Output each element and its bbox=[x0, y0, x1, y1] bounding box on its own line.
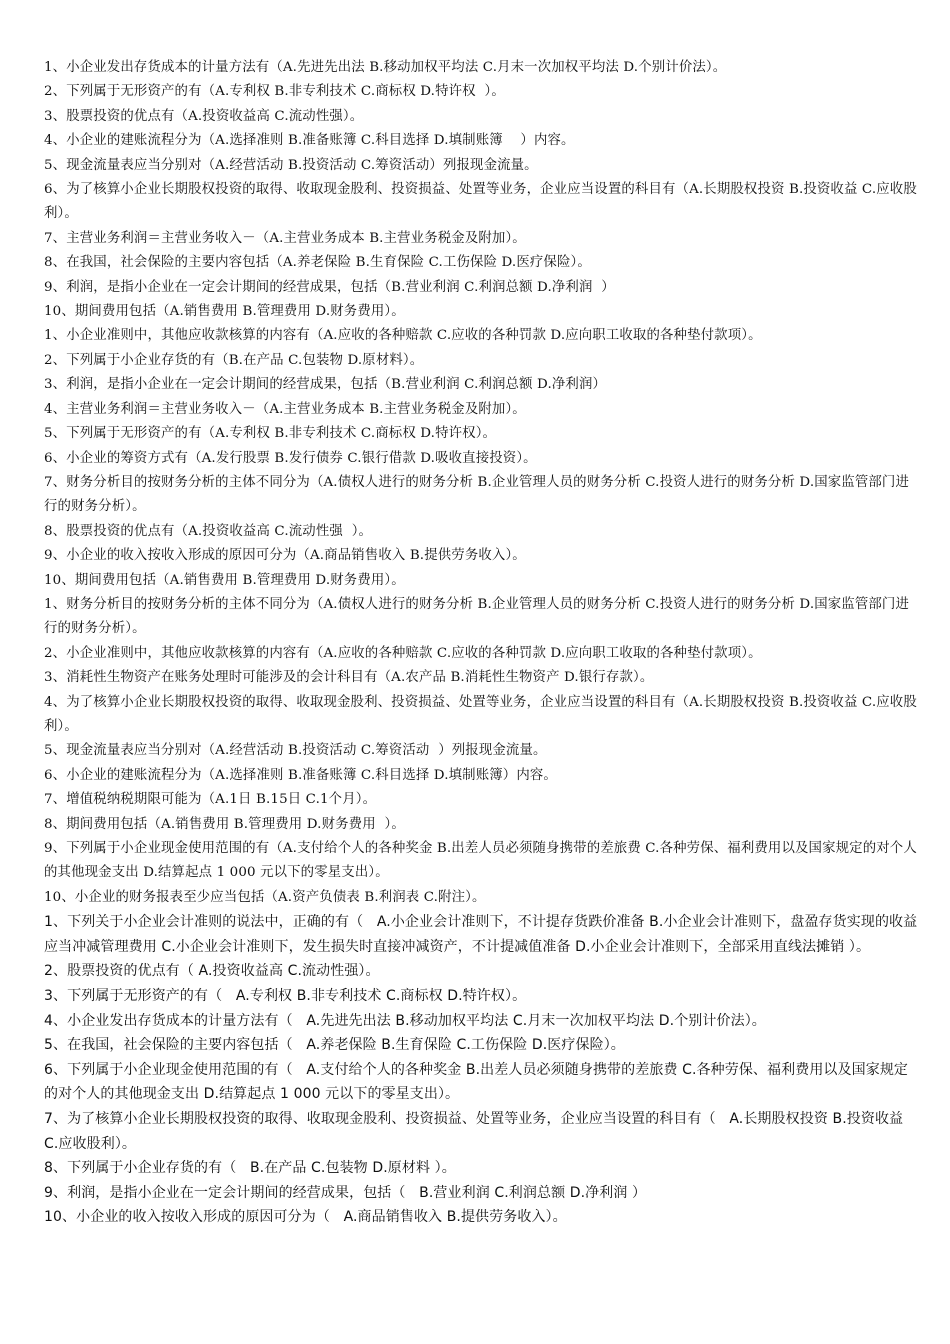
question-list bbox=[44, 56, 920, 1230]
question-line: 10、小企业的收入按收入形成的原因可分为（ A.商品销售收入 B.提供劳务收入）。 bbox=[44, 1209, 567, 1226]
question-line: 6、小企业的建账流程分为（A.选择准则 B.准备账簿 C.科目选择 D.填制账簿）内容。 bbox=[44, 767, 557, 783]
question-line: 6、小企业的筹资方式有（A.发行股票 B.发行债券 C.银行借款 D.吸收直接投资）。 bbox=[44, 450, 537, 466]
question-line: 4、小企业发出存货成本的计量方法有（ A.先进先出法 B.移动加权平均法 C.月末一次加权平均法 D.个别计价法）。 bbox=[44, 1012, 766, 1029]
question-line: 2、股票投资的优点有（ A.投资收益高 C.流动性强）。 bbox=[44, 963, 380, 980]
question-line: 2、下列属于小企业存货的有（B.在产品 C.包装物 D.原材料）。 bbox=[44, 352, 424, 368]
question-line: 9、利润，是指小企业在一定会计期间的经营成果，包括（ B.营业利润 C.利润总额 D.净利润 ） bbox=[44, 1184, 647, 1201]
question-line: 1、小企业准则中，其他应收款核算的内容有（A.应收的各种赔款 C.应收的各种罚款 D.应向职工收取的各种垫付款项）。 bbox=[44, 328, 762, 344]
question-line: 7、财务分析目的按财务分析的主体不同分为（A.债权人进行的财务分析 B.企业管理人员的财务分析 C.投资人进行的财务分析 D.国家监管部门进行的财务分析）。 bbox=[44, 474, 910, 515]
question-line: 1、财务分析目的按财务分析的主体不同分为（A.债权人进行的财务分析 B.企业管理人员的财务分析 C.投资人进行的财务分析 D.国家监管部门进行的财务分析）。 bbox=[44, 596, 910, 637]
question-line: 9、利润，是指小企业在一定会计期间的经营成果，包括（B.营业利润 C.利润总额 D.净利润 ） bbox=[44, 279, 615, 295]
question-line: 3、股票投资的优点有（A.投资收益高 C.流动性强）。 bbox=[44, 108, 364, 124]
question-line: 9、下列属于小企业现金使用范围的有（A.支付给个人的各种奖金 B.出差人员必须随身携带的差旅费 C.各种劳保、福利费用以及国家规定的对个人的其他现金支出 D.结算起点 1 000 元以下的零星支出）。 bbox=[44, 841, 917, 881]
question-line: 8、股票投资的优点有（A.投资收益高 C.流动性强 ）。 bbox=[44, 523, 373, 539]
question-line: 3、消耗性生物资产在账务处理时可能涉及的会计科目有（A.农产品 B.消耗性生物资产 D.银行存款）。 bbox=[44, 670, 654, 686]
question-line: 10、期间费用包括（A.销售费用 B.管理费用 D.财务费用）。 bbox=[44, 304, 405, 320]
question-line: 5、在我国，社会保险的主要内容包括（ A.养老保险 B.生育保险 C.工伤保险 D.医疗保险）。 bbox=[44, 1037, 625, 1054]
question-line: 5、下列属于无形资产的有（A.专利权 B.非专利技术 C.商标权 D.特许权）。 bbox=[44, 426, 497, 442]
question-line: 9、小企业的收入按收入形成的原因可分为（A.商品销售收入 B.提供劳务收入）。 bbox=[44, 548, 526, 564]
question-line: 8、在我国，社会保险的主要内容包括（A.养老保险 B.生育保险 C.工伤保险 D.医疗保险）。 bbox=[44, 255, 591, 271]
question-line: 4、小企业的建账流程分为（A.选择准则 B.准备账簿 C.科目选择 D.填制账簿 ）内容。 bbox=[44, 133, 575, 149]
question-line: 5、现金流量表应当分别对（A.经营活动 B.投资活动 C.筹资活动 ）列报现金流量。 bbox=[44, 743, 547, 759]
question-line: 6、为了核算小企业长期股权投资的取得、收取现金股利、投资损益、处置等业务，企业应当设置的科目有（A.长期股权投资 B.投资收益 C.应收股利）。 bbox=[44, 182, 917, 222]
question-line: 8、下列属于小企业存货的有（ B.在产品 C.包装物 D.原材料 ）。 bbox=[44, 1160, 456, 1177]
question-line: 1、小企业发出存货成本的计量方法有（A.先进先出法 B.移动加权平均法 C.月末一次加权平均法 D.个别计价法）。 bbox=[44, 60, 727, 75]
question-line: 3、利润，是指小企业在一定会计期间的经营成果，包括（B.营业利润 C.利润总额 D.净利润） bbox=[44, 377, 607, 393]
question-line: 2、下列属于无形资产的有（A.专利权 B.非专利技术 C.商标权 D.特许权 ）。 bbox=[44, 84, 505, 100]
question-line: 6、下列属于小企业现金使用范围的有（ A.支付给个人的各种奖金 B.出差人员必须随身携带的差旅费 C.各种劳保、福利费用以及国家规定的对个人的其他现金支出 D.结算起点 1 000 元以下的零星支出）。 bbox=[44, 1061, 909, 1103]
question-line: 10、期间费用包括（A.销售费用 B.管理费用 D.财务费用）。 bbox=[44, 572, 405, 588]
question-line: 3、下列属于无形资产的有（ A.专利权 B.非专利技术 C.商标权 D.特许权）。 bbox=[44, 988, 527, 1004]
question-line: 8、期间费用包括（A.销售费用 B.管理费用 D.财务费用 ）。 bbox=[44, 816, 405, 832]
question-line: 5、现金流量表应当分别对（A.经营活动 B.投资活动 C.筹资活动）列报现金流量。 bbox=[44, 157, 538, 173]
question-line: 2、小企业准则中，其他应收款核算的内容有（A.应收的各种赔款 C.应收的各种罚款 D.应向职工收取的各种垫付款项）。 bbox=[44, 645, 762, 661]
question-line: 4、为了核算小企业长期股权投资的取得、收取现金股利、投资损益、处置等业务，企业应当设置的科目有（A.长期股权投资 B.投资收益 C.应收股利）。 bbox=[44, 694, 917, 734]
question-line: 10、小企业的财务报表至少应当包括（A.资产负债表 B.利润表 C.附注）。 bbox=[44, 889, 486, 905]
question-line: 7、增值税纳税期限可能为（A.1日 B.15日 C.1个月）。 bbox=[44, 792, 377, 808]
question-line: 4、主营业务利润＝主营业务收入－（A.主营业务成本 B.主营业务税金及附加）。 bbox=[44, 401, 526, 417]
question-line: 7、主营业务利润＝主营业务收入－（A.主营业务成本 B.主营业务税金及附加）。 bbox=[44, 230, 526, 246]
question-line: 1、下列关于小企业会计准则的说法中，正确的有（ A.小企业会计准则下，不计提存货跌价准备 B.小企业会计准则下，盘盈存货实现的收益应当冲减管理费用 C.小企业会计准则下，发生损失时直接冲减资产，不计提减值准备 D.小企业会计准则下，全部采用直线法摊销 ）。 bbox=[44, 914, 918, 955]
question-line: 7、为了核算小企业长期股权投资的取得、收取现金股利、投资损益、处置等业务，企业应当设置的科目有（ A.长期股权投资 B.投资收益 C.应收股利）。 bbox=[44, 1110, 908, 1152]
